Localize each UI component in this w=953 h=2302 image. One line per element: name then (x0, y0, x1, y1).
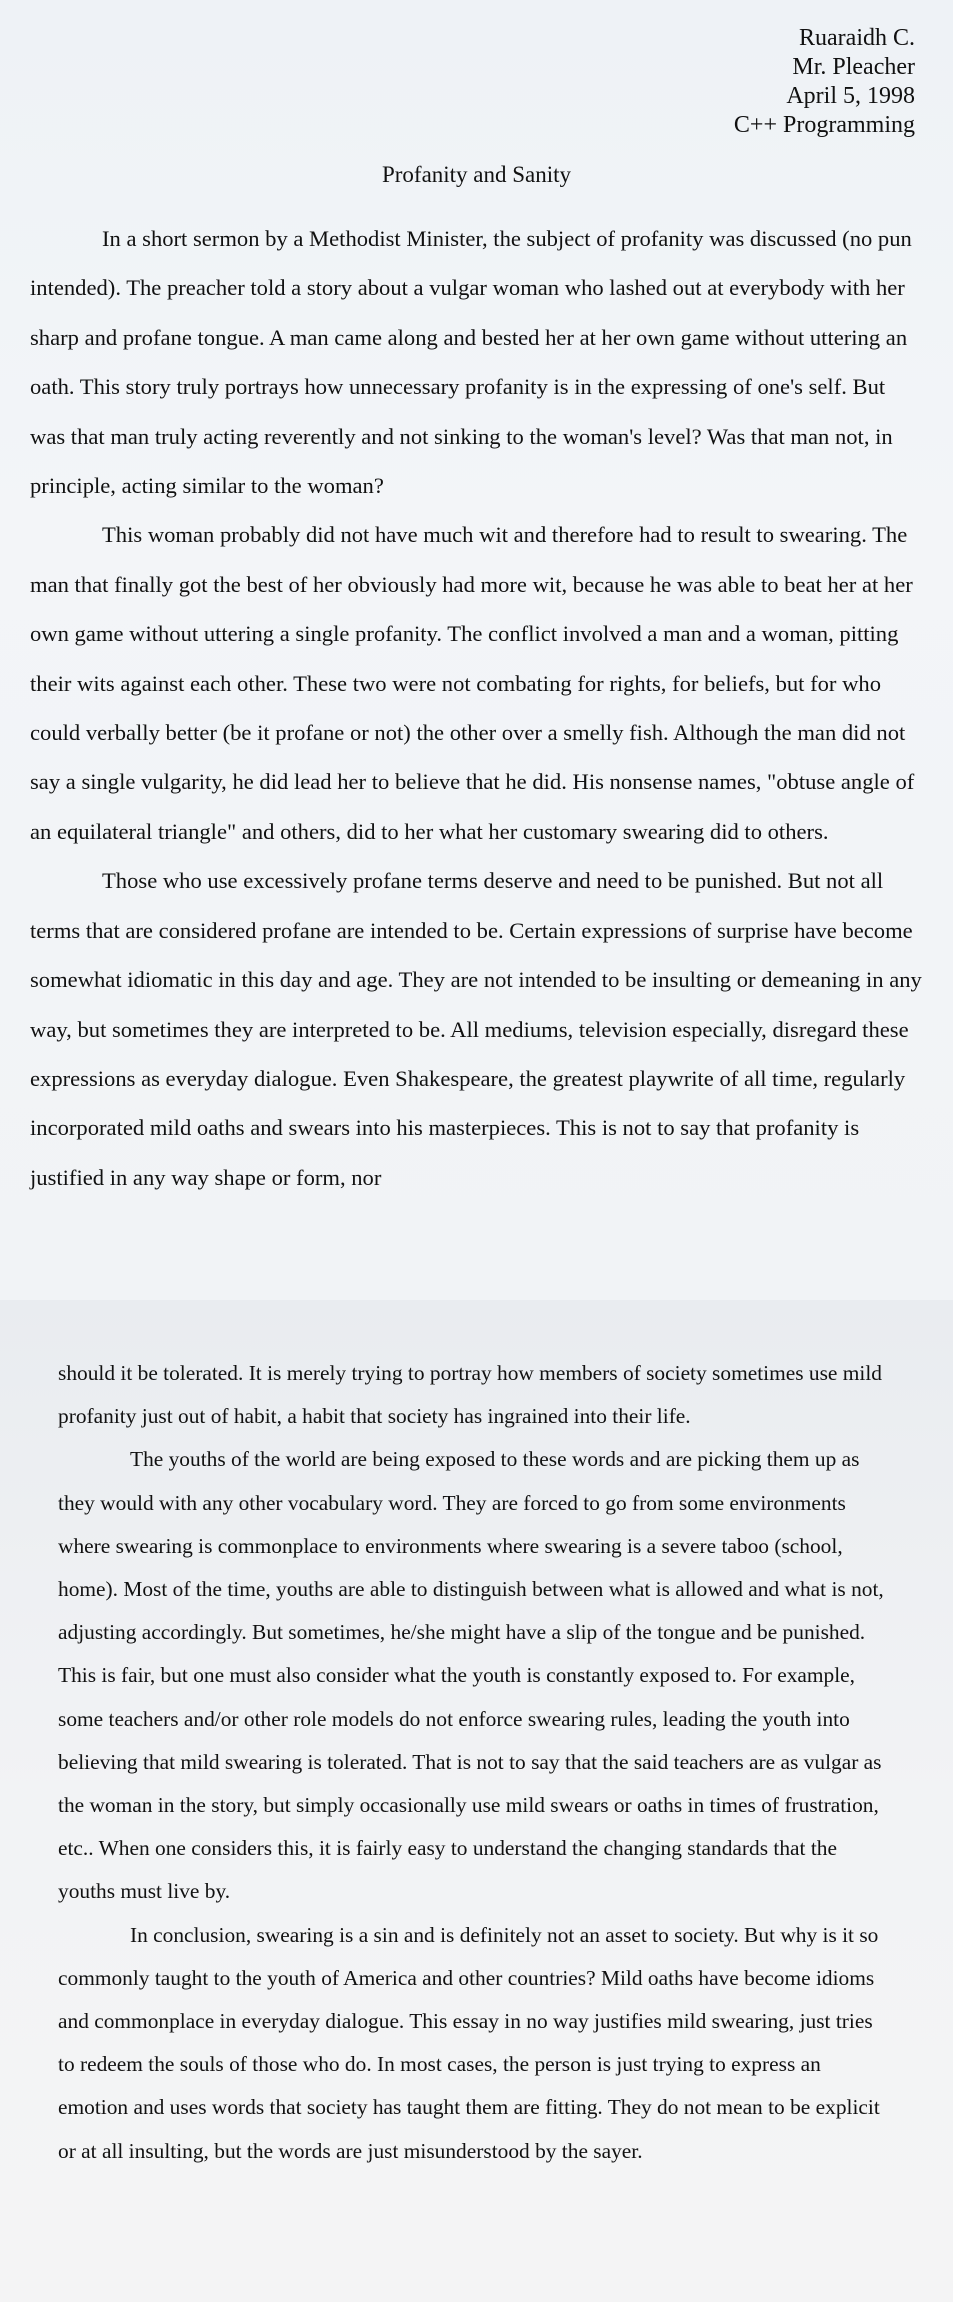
paragraph-conclusion: In conclusion, swearing is a sin and is definitely not an asset to society. But why is it so commonly taught to the youth of America and other countries? Mild oaths have become idioms and commonplace in everyday dialogue. This essay in no way justifies mild swearing, just tries to redeem the souls of those who do. In most cases, the person is just trying to express an emotion and uses words that society has taught them are fitting. They do not mean to be explicit or at all insulting, but the words are just misunderstood by the sayer. (58, 1922, 880, 2163)
paragraph-intro: In a short sermon by a Methodist Minister, the subject of profanity was discussed (no pun intended). The preacher told a story about a vulgar woman who lashed out at everybody with her sharp and profane tongue. A man came along and bested her at her own game without uttering an oath. This story truly portrays how unnecessary profanity is in the expressing of one's self. But was that man truly acting reverently and not sinking to the woman's level? Was that man not, in principle, acting similar to the woman? (30, 226, 912, 499)
paragraph-youths: The youths of the world are being exposed to these words and are picking them up as they would with any other vocabulary word. They are forced to go from some environments where swearing is commonplace to environments where swearing is a severe taboo (school, home). Most of the time, youths are able to distinguish between what is allowed and what is not, adjusting accordingly. But sometimes, he/she might have a slip of the tongue and be punished. This is fair, but one must also consider what the youth is constantly exposed to. For example, some teachers and/or other role models do not enforce swearing rules, leading the youth into believing that mild swearing is tolerated. That is not to say that the said teachers are as vulgar as the woman in the story, but simply occasionally use mild swears or oaths in times of frustration, etc.. When one considers this, it is fairly easy to understand the changing standards that the youths must live by. (58, 1447, 884, 1904)
essay-header (30, 24, 915, 140)
paragraph-continuation: should it be tolerated. It is merely trying to portray how members of society sometimes use mild profanity just out of habit, a habit that society has ingrained into their life. (58, 1361, 882, 1429)
paragraph-punishment: Those who use excessively profane terms deserve and need to be punished. But not all terms that are considered profane are intended to be. Certain expressions of surprise have become somewhat idiomatic in this day and age. They are not intended to be insulting or demeaning in any way, but sometimes they are interpreted to be. All mediums, television especially, disregard these expressions as everyday dialogue. Even Shakespeare, the greatest playwrite of all time, regularly incorporated mild oaths and swears into his masterpieces. This is not to say that profanity is justified in any way shape or form, nor (30, 868, 922, 1190)
essay-page-2 (0, 1300, 953, 2302)
essay-date: April 5, 1998 (786, 83, 915, 109)
teacher-name: Mr. Pleacher (792, 54, 915, 80)
author-name: Ruaraidh C. (799, 25, 915, 51)
course-name: C++ Programming (733, 112, 915, 138)
paragraph-woman-wit: This woman probably did not have much wit and therefore had to result to swearing. The man that finally got the best of her obviously had more wit, because he was able to beat her at her own game without uttering a single profanity. The conflict involved a man and a woman, pitting their wits against each other. These two were not combating for rights, for beliefs, but for who could verbally better (be it profane or not) the other over a smelly fish. Although the man did not say a single vulgarity, he did lead her to believe that he did. His nonsense names, "obtuse angle of an equilateral triangle" and others, did to her what her customary swearing did to others. (30, 522, 915, 844)
essay-title: Profanity and Sanity (381, 162, 572, 187)
